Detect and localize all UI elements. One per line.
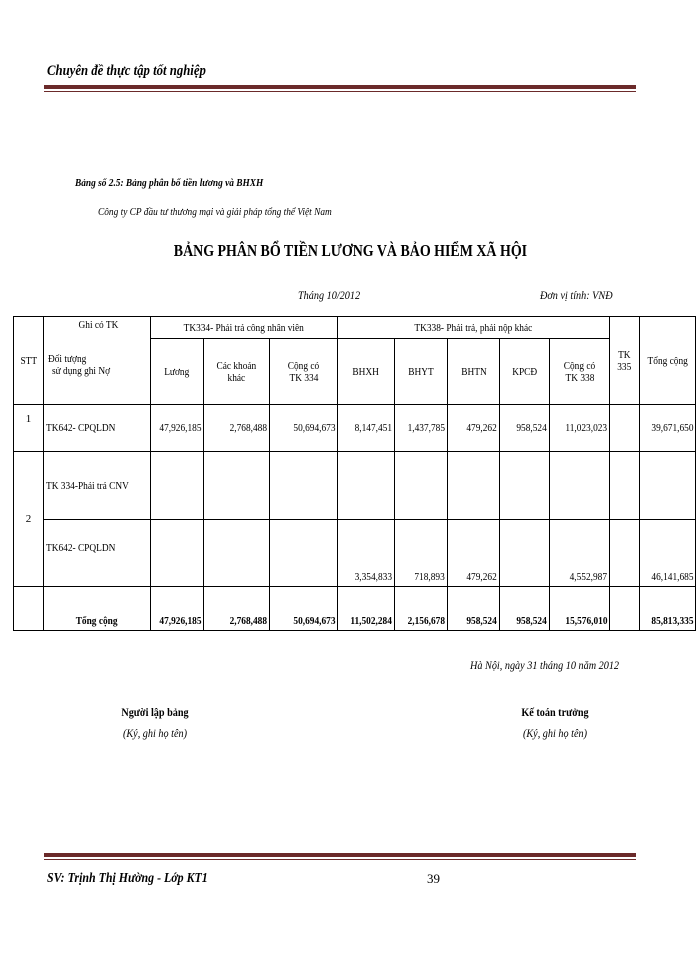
header-bhyt: BHYT <box>395 339 448 405</box>
period-label: Tháng 10/2012 <box>298 288 361 302</box>
footer-student: SV: Trịnh Thị Hường - Lớp KT1 <box>47 871 208 886</box>
row1-kpcd: 958,524 <box>500 405 550 452</box>
header-cong-co-334: Cộng có TK 334 <box>270 339 338 405</box>
totals-total: 85,813,335 <box>640 587 696 631</box>
header-kpcd: KPCĐ <box>500 339 550 405</box>
totals-luong: 47,926,185 <box>151 587 204 631</box>
chief-accountant-signature-block <box>495 705 615 741</box>
place-date: Hà Nội, ngày 31 tháng 10 năm 2012 <box>470 658 620 672</box>
header-stt: STT <box>14 317 44 405</box>
preparer-signature-block <box>95 705 215 741</box>
row1-total: 39,671,650 <box>640 405 696 452</box>
row2-account-b: TK642- CPQLDN <box>44 520 151 587</box>
row1-account: TK642- CPQLDN <box>44 405 151 452</box>
row1-cong-co-338: 11,023,023 <box>550 405 610 452</box>
preparer-note: (Ký, ghi họ tên) <box>122 726 188 740</box>
row2-bhyt: 718,893 <box>395 520 448 587</box>
table-caption: Bảng số 2.5: Bảng phân bổ tiền lương và BHXH <box>75 177 264 189</box>
header-rule-thin <box>44 91 636 92</box>
header-account-object: Ghi có TK Đối tượng sử dụng ghi Nợ <box>44 317 151 405</box>
row2-bhtn: 479,262 <box>448 520 500 587</box>
chief-accountant-note: (Ký, ghi họ tên) <box>522 726 588 740</box>
row1-bhtn: 479,262 <box>448 405 500 452</box>
footer-rule-thin <box>44 859 636 860</box>
row1-stt: 1 <box>14 405 44 452</box>
row1-cong-co-334: 50,694,673 <box>270 405 338 452</box>
header-bhxh: BHXH <box>338 339 395 405</box>
totals-kpcd: 958,524 <box>500 587 550 631</box>
totals-bhyt: 2,156,678 <box>395 587 448 631</box>
header-group-tk334: TK334- Phải trả công nhân viên <box>151 317 338 339</box>
totals-cac-khoan-khac: 2,768,488 <box>204 587 270 631</box>
row2-cong-co-338: 4,552,987 <box>550 520 610 587</box>
header-group-tk338: TK338- Phải trả, phải nộp khác <box>338 317 610 339</box>
salary-allocation-table <box>13 316 696 631</box>
table-row <box>14 452 696 520</box>
page-number: 39 <box>427 871 440 886</box>
table-row <box>14 405 696 452</box>
header-tk335: TK 335 <box>610 317 640 405</box>
totals-bhtn: 958,524 <box>448 587 500 631</box>
row2-bhxh: 3,354,833 <box>338 520 395 587</box>
row1-luong: 47,926,185 <box>151 405 204 452</box>
header-bhtn: BHTN <box>448 339 500 405</box>
totals-bhxh: 11,502,284 <box>338 587 395 631</box>
chief-accountant-title: Kế toán trưởng <box>521 705 589 719</box>
row1-tk335 <box>610 405 640 452</box>
row1-cac-khoan-khac: 2,768,488 <box>204 405 270 452</box>
row2-account-a: TK 334-Phải trả CNV <box>44 452 151 520</box>
preparer-title: Người lập bảng <box>121 705 189 719</box>
totals-label: Tổng cộng <box>44 587 151 631</box>
document-title: BẢNG PHÂN BỔ TIỀN LƯƠNG VÀ BẢO HIỂM XÃ HỘI <box>173 241 527 260</box>
totals-cong-co-338: 15,576,010 <box>550 587 610 631</box>
row2-stt: 2 <box>14 452 44 587</box>
table-header-row-1 <box>14 317 696 339</box>
company-name: Công ty CP đầu tư thương mại và giải pháp tổng thể Việt Nam <box>98 206 332 218</box>
footer-rule-thick <box>44 853 636 857</box>
row2-total: 46,141,685 <box>640 520 696 587</box>
header-luong: Lương <box>151 339 204 405</box>
table-row <box>14 520 696 587</box>
header-cac-khoan-khac: Các khoản khác <box>204 339 270 405</box>
header-total: Tổng cộng <box>640 317 696 405</box>
row1-bhyt: 1,437,785 <box>395 405 448 452</box>
page-header-title: Chuyên đề thực tập tốt nghiệp <box>47 63 206 79</box>
row1-bhxh: 8,147,451 <box>338 405 395 452</box>
header-cong-co-338: Cộng có TK 338 <box>550 339 610 405</box>
currency-unit: Đơn vị tính: VNĐ <box>540 288 613 302</box>
totals-cong-co-334: 50,694,673 <box>270 587 338 631</box>
header-rule-thick <box>44 85 636 89</box>
totals-row <box>14 587 696 631</box>
